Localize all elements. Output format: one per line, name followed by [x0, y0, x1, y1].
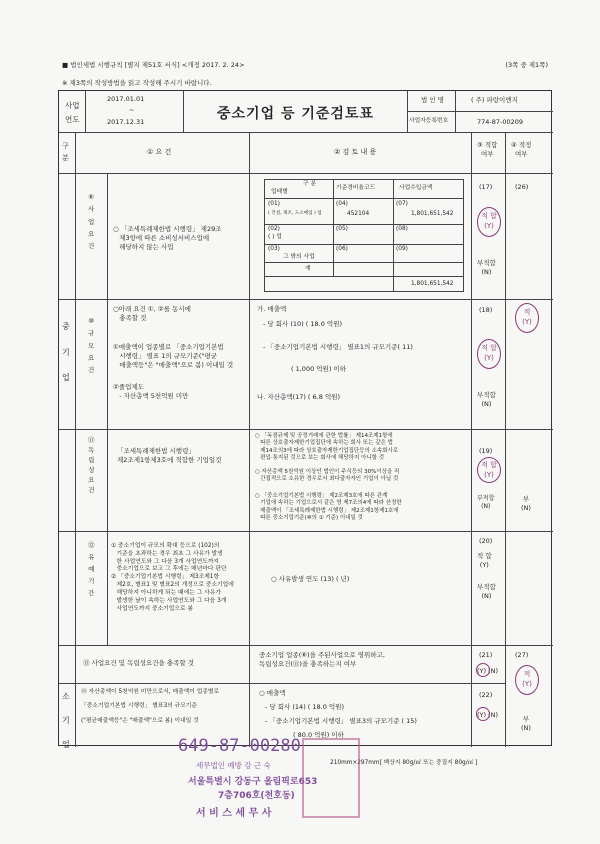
col-category: 구 분 [62, 142, 69, 162]
summary-fit-circle [476, 663, 490, 677]
summary-review: 중소기업 업종(⑥)을 주된사업으로 영위하고, 독립성요건(⑪)을 충족하는지 여부 [259, 651, 385, 668]
stamp-name: 세무법인 예방 강 근 숙 [196, 761, 271, 770]
independence-rev2: ○ 자산총액 5천억원 이상인 법인이 주식등의 30%이상을 직 간접적으로 소유한 경우로서 최다출자자인 기업이 아닐 것 [255, 469, 400, 483]
scale-unfit: 부적합 (N) [477, 391, 496, 408]
stamp-number: 649-87-00280 [178, 736, 301, 756]
grace-fit: 적 합 (Y) [477, 552, 492, 569]
col-result: ④ 적정 여부 [511, 141, 532, 158]
scale-fit-circle: 적 합 (Y) [477, 339, 501, 369]
scale-result-circle: 적 (Y) [515, 303, 539, 333]
business-subtable: 구 분 업태별 기준경비율코드 사업수입금액 (01) ( 건설, 제조, 도소매업 ) 업 (04) 452104 (07) 1,801,651,542 (02) ( ) 업 (05) (08) (03) 그 밖의 사업 (06) (09) 계 1,801,651,542 [264, 179, 464, 292]
small-rev3: - 「중소기업기본법 시행령」 별표3의 규모기준 ( 15) [265, 717, 417, 725]
small-rev4: ( 80.0 억원) 이하 [293, 731, 344, 739]
small-suit-no: (22) [479, 691, 493, 699]
scale-rev2: - 당 회사 (10) ( 18.0 억원) [263, 320, 343, 328]
grace-suit-no: (20) [479, 537, 493, 545]
page-count: (3쪽 중 제1쪽) [505, 61, 548, 69]
business-fit-circle: 적 합 (Y) [477, 207, 501, 237]
business-result-no: (26) [515, 183, 529, 191]
scale-rev1: 가. 매출액 [257, 305, 287, 313]
small-fit-circle [476, 707, 490, 721]
small-label: 소 기 업 [62, 692, 70, 749]
independence-fit-circle: 적 합 (Y) [477, 457, 501, 483]
seal-stamp [302, 738, 360, 818]
review-form [58, 90, 552, 749]
independence-label: ⑪ 독 립 성 요 건 [88, 436, 95, 495]
small-rev2: - 당 회사 (14) ( 18.0 억원) [265, 703, 345, 711]
corp-name-label: 법 인 명 [421, 96, 444, 104]
instruction-note: ※ 제3쪽의 작성방법을 읽고 작성해 주시기 바랍니다. [62, 79, 212, 87]
summary-fit: (Y) (N) [477, 667, 499, 675]
independence-rev3: ○ 「중소기업기본법 시행령」 제2조제3호에 따른 관계 기업에 속하는 기업으로서 같은 영 제7조의4에 따라 산정한 매출액이 「조세특례제한법 시행령」 제2조제1항제1호에 따른 중소기업기준(⑩의 ① 기준) 이내일 것 [255, 493, 402, 522]
scale-req3: ②졸업제도 - 자산총액 5천억원 미만 [113, 383, 189, 400]
scale-req2: ①매출액이 업종별로 「중소기업기본법 시행령」 별표 1의 규모기준("평균 매출액등"은 "매출액"으로 봄) 이내일 것 [113, 343, 234, 369]
year-label: 사업 연도 [65, 101, 80, 125]
col-requirement: ① 요 건 [147, 148, 172, 156]
page-title: 중소기업 등 기준검토표 [217, 106, 374, 122]
stamp-office: 서 비 스 세 무 사 [196, 808, 272, 819]
corp-name: ( 주) 파랑이엔지 [471, 96, 518, 104]
form-rule: ■ 법인세법 시행규칙 [별지 제51호 서식] <개정 2017. 2. 24> [62, 61, 245, 69]
business-unfit: 부적합 (N) [477, 259, 496, 276]
small-result-circle: 적 (Y) [515, 665, 539, 695]
scale-req1: ○아래 요건 ①, ②를 동시에 충족할 것 [113, 305, 191, 322]
grace-review: ○ 사유발생 연도 (13) ( 년) [271, 575, 350, 583]
independence-result: 부 (N) [521, 495, 531, 512]
stamp-address1: 서울특별시 강동구 올림픽로653 [188, 777, 318, 787]
independence-rev1: ○ 「독점규제 및 공정거래에 관한 법률」 제14조제1항에 따른 상호출자제한기업집단에 속하는 회사 또는 같은 법 제14조의3에 따라 상호출자제한기업집단등의 소속회사로 편입·통지된 것으로 보는 회사에 해당하지 아니할 것 [255, 433, 399, 462]
paper-size: 210mm×297mm[ 백상지 80g/㎡ 또는 중질지 80g/㎡ ] [330, 760, 478, 766]
business-suit-no: (17) [479, 183, 493, 191]
scale-label: ⑩ 규 모 요 건 [88, 317, 95, 375]
stamp-address2: 7층706호(천호동) [218, 791, 295, 801]
small-result-no: (27) [515, 651, 529, 659]
grace-unfit: 부적합 (N) [477, 583, 496, 600]
col-review: ② 검 토 내 용 [334, 148, 377, 156]
biz-no-label: 사업자등록번호 [409, 118, 449, 124]
col-suitability: ③ 적합 여부 [477, 141, 498, 158]
period-to: 2017.12.31 [107, 118, 145, 126]
summary-requirement: ⑬ 사업요건 및 독립성요건을 충족할 것 [83, 659, 195, 667]
business-label: ⑥ 사 업 요 건 [88, 193, 95, 251]
grace-label: ⑫ 유 예 기 간 [88, 541, 95, 598]
small-result-unfit: 부 (N) [521, 715, 531, 732]
independence-requirement: 「조세특례제한법 시행령」 제2조제1항제3호에 적합한 기업일것 [117, 447, 222, 464]
scale-rev3: - 「중소기업기본법 시행령」 별표1의 규모기준( 11) [263, 343, 413, 351]
small-requirement: ⑭ 자산총액이 5천억원 미만으로서, 매출액이 업종별로 「중소기업기본법 시행령」 별표3의 규모기준 ("평균매출액등"은 "매출액"으로 봄) 이내일 것 [81, 689, 220, 724]
scale-rev5: 나. 자산총액(17) ( 6.8 억원) [257, 393, 341, 401]
grace-requirement: ① 중소기업이 규모의 확대 등으로 (102)의 기준을 초과하는 경우 최초 그 사유가 발생 한 사업연도와 그 다음 3개 사업연도까지 중소기업으로 보고 그 후에는 매년마다 판단 ② 「중소기업기본법 시행령」 제3조제1항 제2호, 별표1 및 별표2의 개정으로 중소기업에 해당하지 아니하게 되는 때에는 그 사유가 발생한 날이 속하는 사업연도와 그 다음 3개 사업연도까지 중소기업으로 봄 [111, 543, 234, 612]
scale-suit-no: (18) [479, 306, 493, 314]
summary-suit-no: (21) [479, 651, 493, 659]
period-separator: ~ [129, 106, 135, 114]
independence-suit-no: (19) [479, 447, 493, 455]
sme-label: 중 기 업 [62, 322, 70, 383]
small-fit: (Y) (N) [477, 711, 499, 719]
biz-no: 774-87-00209 [477, 118, 524, 126]
independence-unfit: 부적합 (N) [477, 495, 495, 511]
scale-rev4: ( 1,000 억원) 이하 [291, 365, 346, 373]
business-requirement: ○ 「조세특례제한법 시행령」 제29조 제3항에 따른 소비성서비스업에 해당하지 않는 사업 [113, 225, 222, 251]
small-rev1: ○ 매출액 [259, 689, 286, 697]
period-from: 2017.01.01 [107, 95, 145, 103]
